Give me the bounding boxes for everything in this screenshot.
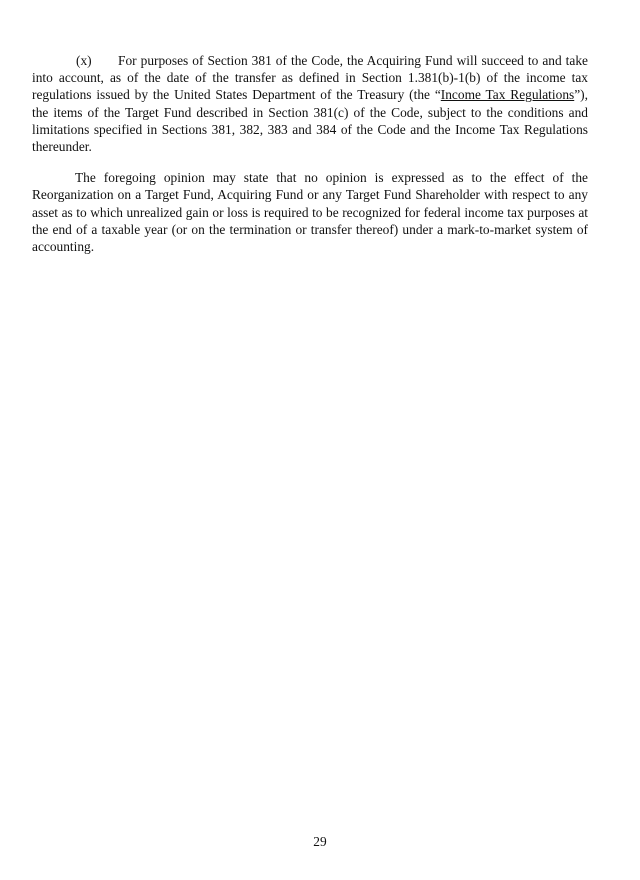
- paragraph-x-text-after-term: ”), the items of the Target Fund described in Section 381(c) of the Code, subject to the conditions and limitations specified in Sections 381, 382, 383 and 384 of the Code and the Income Tax Regulations thereunder.: [32, 87, 588, 155]
- paragraph-marker: (x): [76, 53, 92, 68]
- defined-term-income-tax-regulations: Income Tax Regulations: [440, 87, 575, 103]
- page-number: 29: [313, 834, 327, 849]
- paragraph-opinion: The foregoing opinion may state that no opinion is expressed as to the effect of the Reorganization on a Target Fund, Acquiring Fund or any Target Fund Shareholder with respect to any asset as to which unrealized gain or loss is required to be recognized for federal income tax purposes at the end of a taxable year (or on the termination or transfer thereof) under a mark-to-market system of accounting.: [32, 170, 588, 255]
- paragraph-x: [32, 52, 588, 155]
- paragraph-x-text-before-term: For purposes of Section 381 of the Code, the Acquiring Fund will succeed to and take into account, as of the date of the transfer as defined in Section 1.381(b)-1(b) of the income tax regulations issued by the United States Department of the Treasury (the “: [32, 53, 588, 103]
- document-body: [32, 52, 588, 255]
